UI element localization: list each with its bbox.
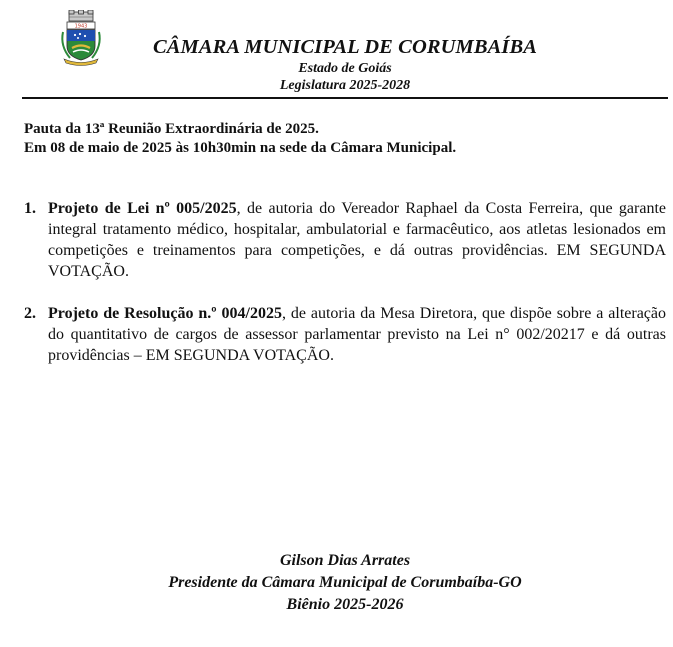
signatory-term: Biênio 2025-2026 <box>286 596 404 613</box>
agenda-item-number: 2. <box>24 305 36 322</box>
agenda-title: Pauta da 13ª Reunião Extraordinária de 2025. <box>24 121 319 137</box>
agenda-date-location: Em 08 de maio de 2025 às 10h30min na sede da Câmara Municipal. <box>24 140 457 156</box>
agenda-item-text: , de autoria do Vereador Raphael da Costa Ferreira, que garante integral tratamento médico, hospitalar, ambulatorial e farmacêutico, aos atletas lesionados em competições e treinamentos para competições, e dá outras providências. EM SEGUNDA VOTAÇÃO. <box>48 200 667 280</box>
signatory-role: Presidente da Câmara Municipal de Corumbaíba-GO <box>168 574 522 591</box>
signature-block <box>22 550 668 616</box>
agenda-item-title: Projeto de Resolução n.º 004/2025 <box>48 305 282 322</box>
agenda-item-number: 1. <box>24 200 36 217</box>
header-divider <box>22 97 668 99</box>
crest-year-text: 1943 <box>74 23 88 30</box>
agenda-items-list <box>24 198 666 387</box>
document-header <box>22 34 668 94</box>
signatory-name: Gilson Dias Arrates <box>279 552 411 569</box>
agenda-item-body <box>48 198 666 282</box>
agenda-item <box>24 198 666 282</box>
organization-name: CÂMARA MUNICIPAL DE CORUMBAÍBA <box>152 36 538 58</box>
state-name: Estado de Goiás <box>298 61 392 76</box>
agenda-item-text: , de autoria da Mesa Diretora, que dispõe sobre a alteração do quantitativo de cargos de assessor parlamentar previsto na Lei n° 002/20217 e dá outras providências – EM SEGUNDA VOTAÇÃO. <box>48 305 667 364</box>
agenda-item <box>24 303 666 366</box>
agenda-item-title: Projeto de Lei nº 005/2025 <box>48 200 237 217</box>
legislature-term: Legislatura 2025-2028 <box>279 78 411 93</box>
agenda-item-body <box>48 303 666 366</box>
agenda-heading <box>24 120 664 158</box>
